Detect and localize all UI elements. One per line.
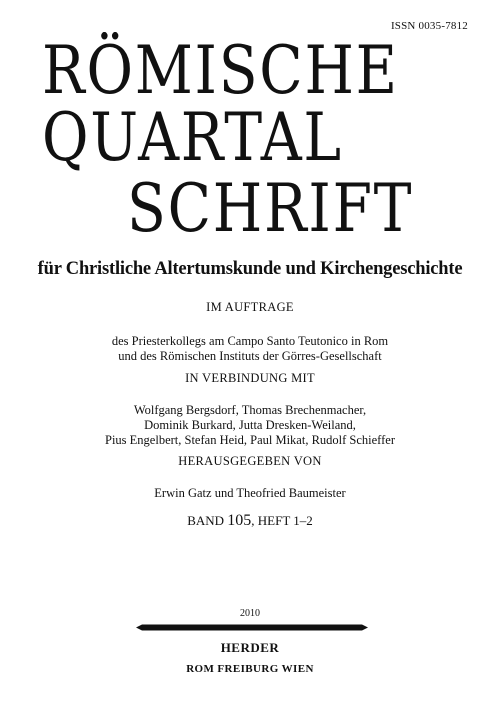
journal-subtitle: für Christliche Altertumskunde und Kirchengeschichte: [37, 259, 463, 279]
commission-heading: IM AUFTRAGE: [206, 300, 294, 314]
cooperation-names: [0, 403, 500, 448]
commission-line-2: und des Römischen Instituts der Görres-Gesellschaft: [118, 349, 382, 363]
publisher-cities: ROM FREIBURG WIEN: [186, 663, 314, 675]
editors-heading: HERAUSGEGEBEN VON: [178, 454, 322, 468]
masthead-line-1: RÖMISCHE: [42, 32, 399, 109]
cooperation-line-2: Dominik Burkard, Jutta Dresken-Weiland,: [144, 418, 356, 432]
heft-number: 1–2: [293, 513, 313, 528]
issn-number: ISSN 0035-7812: [390, 20, 468, 32]
cooperation-line-3: Pius Engelbert, Stefan Heid, Paul Mikat, Rudolf Schieffer: [105, 433, 395, 447]
editors-names: Erwin Gatz und Theofried Baumeister: [154, 486, 346, 500]
decorative-rule: [136, 624, 368, 631]
volume-info: [0, 513, 500, 528]
masthead-line-2: QUARTAL: [42, 99, 343, 176]
band-number: 105: [227, 512, 252, 529]
commission-line-1: des Priesterkollegs am Campo Santo Teutonico in Rom: [111, 334, 389, 348]
cooperation-heading: IN VERBINDUNG MIT: [185, 371, 315, 385]
commission-text: [0, 334, 500, 364]
cooperation-line-1: Wolfgang Bergsdorf, Thomas Brechenmacher,: [133, 403, 367, 417]
masthead-line-3: SCHRIFT: [127, 170, 414, 247]
heft-label: , HEFT: [251, 513, 291, 528]
publication-year: 2010: [240, 608, 260, 619]
publisher-name: HERDER: [220, 640, 280, 655]
band-label: BAND: [187, 513, 225, 528]
